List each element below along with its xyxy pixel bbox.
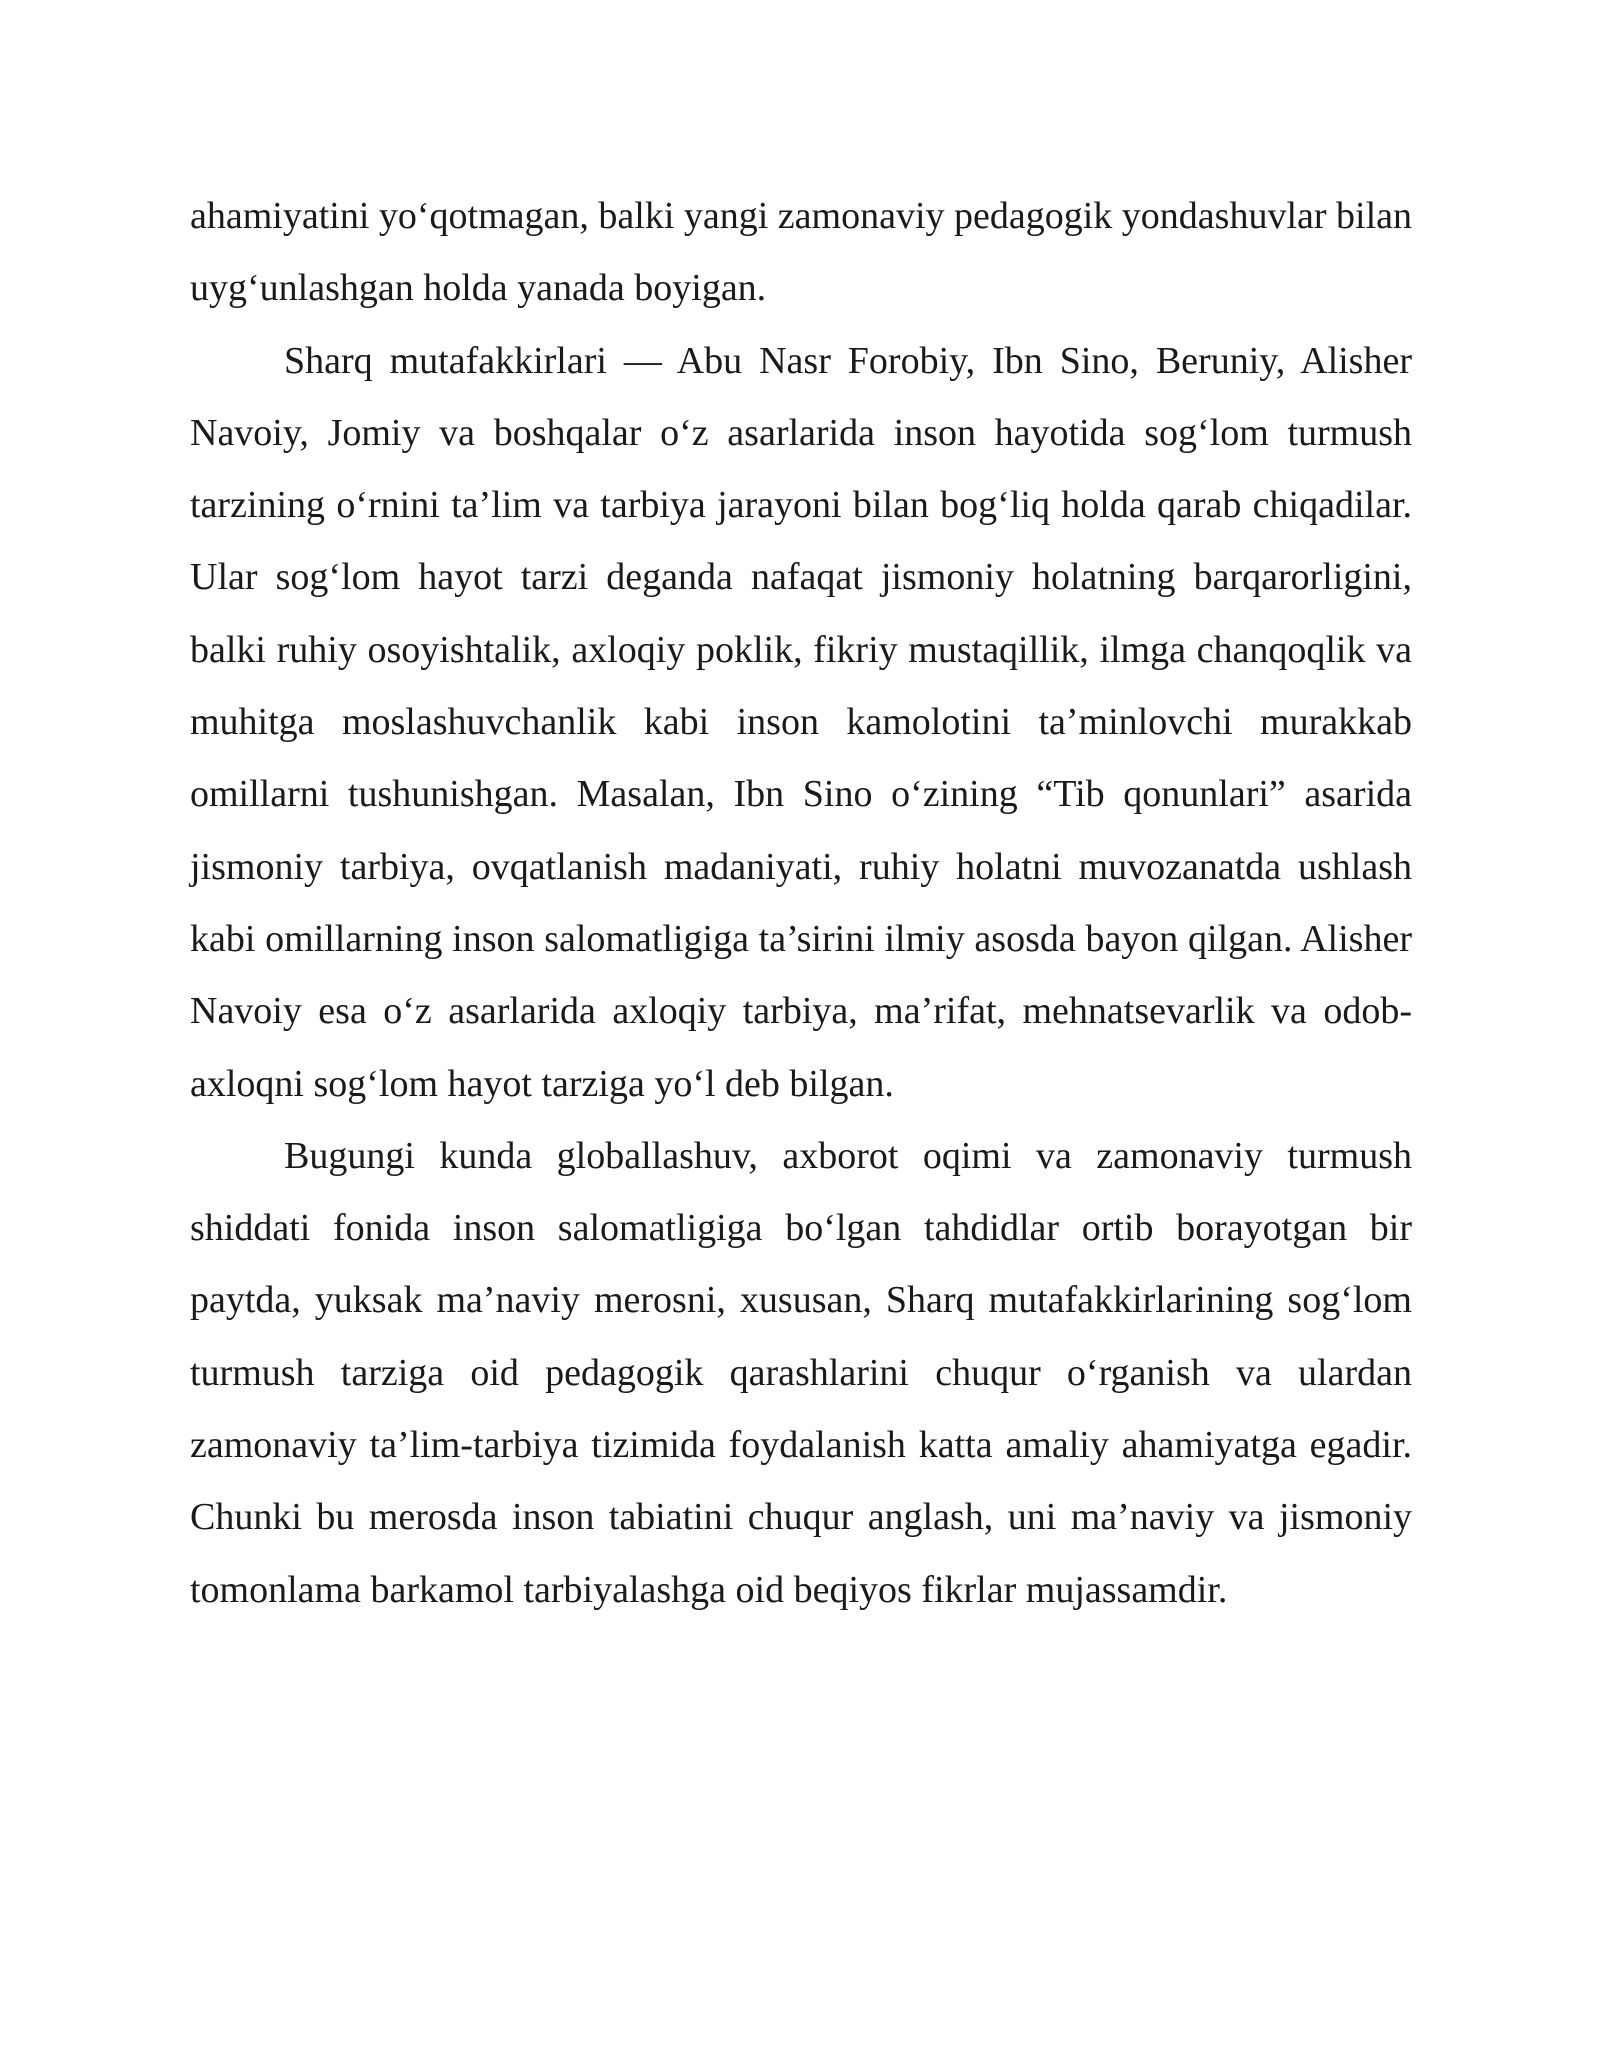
- paragraph-sharq-mutafakkirlari: Sharq mutafakkirlari — Abu Nasr Forobiy, Ibn Sino, Beruniy, Alisher Navoiy, Jomiy va boshqalar o‘z asarlarida inson hayotida sog‘lom turmush tarzining o‘rnini ta’lim va tarbiya jarayoni bilan bog‘liq holda qarab chiqadilar. Ular sog‘lom hayot tarzi deganda nafaqat jismoniy holatning barqarorligini, balki ruhiy osoyishtalik, axloqiy poklik, fikriy mustaqillik, ilmga chanqoqlik va muhitga moslashuvchanlik kabi inson kamolotini ta’minlovchi murakkab omillarni tushunishgan. Masalan, Ibn Sino o‘zining “Tib qonunlari” asarida jismoniy tarbiya, ovqatlanish madaniyati, ruhiy holatni muvozanatda ushlash kabi omillarning inson salomatligiga ta’sirini ilmiy asosda bayon qilgan. Alisher Navoiy esa o‘z asarlarida axloqiy tarbiya, ma’rifat, mehnatsevarlik va odob-axloqni sog‘lom hayot tarziga yo‘l deb bilgan.: [190, 339, 1412, 1105]
- body-text: [190, 180, 1412, 1626]
- paragraph-continuation: ahamiyatini yo‘qotmagan, balki yangi zamonaviy pedagogik yondashuvlar bilan uyg‘unlashgan holda yanada boyigan.: [190, 195, 1413, 310]
- paragraph-bugungi-kunda: Bugungi kunda globallashuv, axborot oqimi va zamonaviy turmush shiddati fonida inson salomatligiga bo‘lgan tahdidlar ortib borayotgan bir paytda, yuksak ma’naviy merosni, xususan, Sharq mutafakkirlarining sog‘lom turmush tarziga oid pedagogik qarashlarini chuqur o‘rganish va ulardan zamonaviy ta’lim-tarbiya tizimida foydalanish katta amaliy ahamiyatga egadir. Chunki bu merosda inson tabiatini chuqur anglash, uni ma’naviy va jismoniy tomonlama barkamol tarbiyalashga oid beqiyos fikrlar mujassamdir.: [190, 1134, 1412, 1611]
